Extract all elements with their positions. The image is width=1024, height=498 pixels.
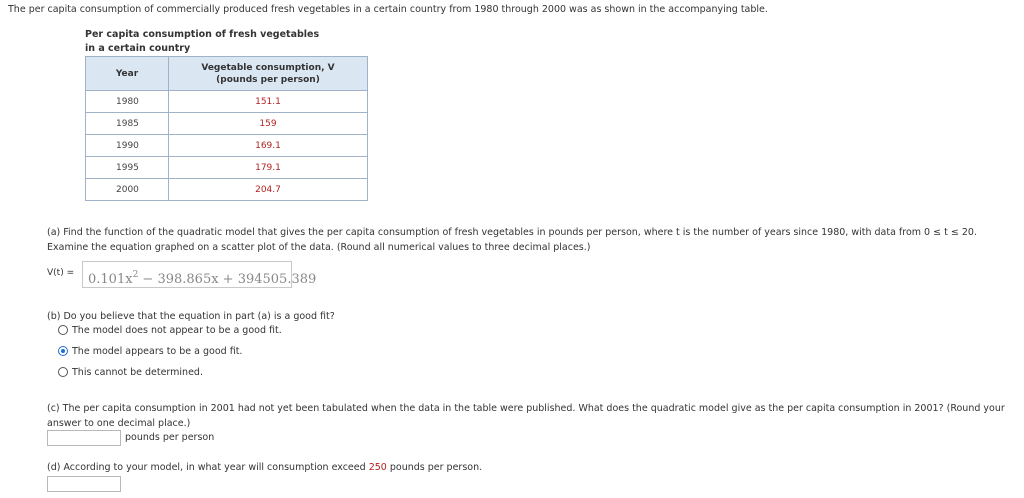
cell-value: 151.1 — [169, 91, 368, 113]
radio-button[interactable] — [58, 367, 68, 377]
part-a-question — [47, 225, 977, 255]
part-a-line1: (a) Find the function of the quadratic model that gives the per capita consumption of fresh vegetables in pounds per person, where t is the number of years since 1980, with data from 0 ≤ t ≤ 20. — [47, 227, 977, 238]
answer-term1: 0.101x — [88, 272, 133, 287]
table-title — [85, 28, 319, 56]
table-row — [86, 135, 368, 157]
header-value-line2: (pounds per person) — [216, 74, 320, 85]
answer-term2: − 398.865x + 394505.389 — [138, 272, 317, 287]
part-d-question — [47, 460, 482, 475]
cell-value: 204.7 — [169, 179, 368, 201]
part-c-line1: (c) The per capita consumption in 2001 had not yet been tabulated when the data in the table were published. What does the quadratic model give as the per capita consumption in 2001? (Round your — [47, 403, 1005, 414]
part-c-line2: answer to one decimal place.) — [47, 418, 191, 429]
part-c-question — [47, 401, 1005, 431]
radio-button[interactable] — [58, 325, 68, 335]
cell-value: 159 — [169, 113, 368, 135]
cell-year: 2000 — [86, 179, 169, 201]
threshold-value: 250 — [368, 462, 387, 473]
cell-year: 1980 — [86, 91, 169, 113]
header-value-line1: Vegetable consumption, V — [201, 62, 335, 73]
consumption-2001-input[interactable] — [47, 430, 121, 446]
cell-value: 169.1 — [169, 135, 368, 157]
equation-answer-field[interactable] — [82, 261, 317, 288]
year-exceed-input[interactable] — [47, 476, 121, 492]
cell-year: 1985 — [86, 113, 169, 135]
header-year: Year — [86, 57, 169, 91]
consumption-table — [85, 56, 368, 201]
option-cannot-determine[interactable] — [58, 367, 203, 378]
option-not-good-fit[interactable] — [58, 325, 282, 336]
cell-value: 179.1 — [169, 157, 368, 179]
answer-exponent: 2 — [132, 270, 139, 280]
intro-text: The per capita consumption of commercially produced fresh vegetables in a certain country from 1980 through 2000 was as shown in the accompanying table. — [8, 4, 768, 15]
table-row — [86, 113, 368, 135]
part-d-text-after: pounds per person. — [386, 462, 483, 473]
table-row — [86, 179, 368, 201]
table-title-line1: Per capita consumption of fresh vegetables — [85, 29, 320, 40]
table-row — [86, 91, 368, 113]
equation-label: V(t) = — [47, 268, 75, 278]
option-label: This cannot be determined. — [72, 367, 203, 378]
cell-year: 1990 — [86, 135, 169, 157]
radio-button-selected[interactable] — [58, 346, 68, 356]
header-vegetable-consumption — [169, 57, 368, 91]
option-label: The model does not appear to be a good fit. — [72, 325, 282, 336]
part-d-text-before: (d) According to your model, in what year will consumption exceed — [47, 462, 369, 473]
table-row — [86, 157, 368, 179]
option-label: The model appears to be a good fit. — [72, 346, 243, 357]
unit-label: pounds per person — [125, 432, 215, 443]
cell-year: 1995 — [86, 157, 169, 179]
part-b-question: (b) Do you believe that the equation in part (a) is a good fit? — [47, 311, 335, 322]
option-good-fit[interactable] — [58, 346, 242, 357]
part-a-line2: Examine the equation graphed on a scatter plot of the data. (Round all numerical values to three decimal places.) — [47, 242, 591, 253]
table-title-line2: in a certain country — [85, 43, 191, 54]
